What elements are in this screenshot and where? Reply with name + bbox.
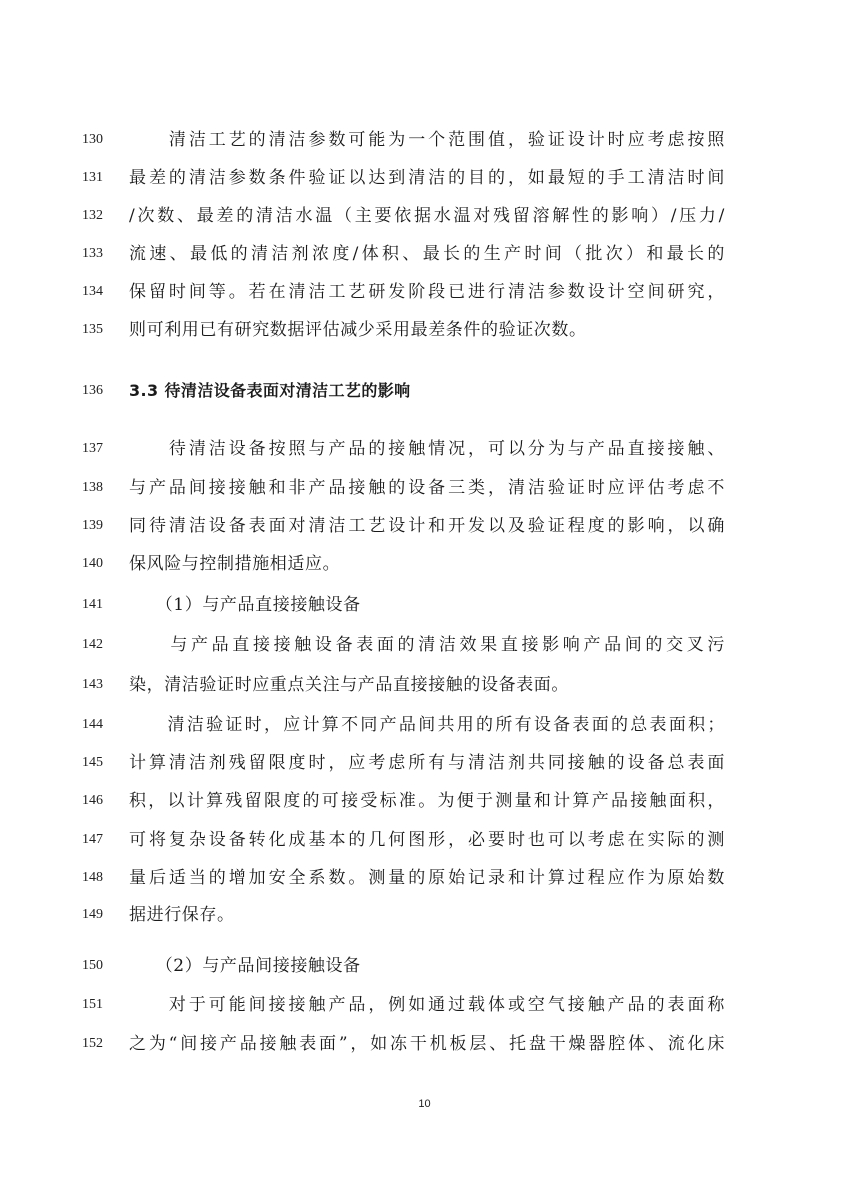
- text-line: 保风险与控制措施相适应。: [129, 554, 341, 574]
- text-line: 清洁验证时，应计算不同产品间共用的所有设备表面的总表面积；: [129, 715, 725, 735]
- text-line: 清洁工艺的清洁参数可能为一个范围值，验证设计时应考虑按照: [129, 130, 725, 150]
- line-number: 150: [82, 958, 103, 973]
- text-line: 与产品直接接触设备表面的清洁效果直接影响产品间的交叉污: [129, 635, 725, 655]
- text-line: 染，清洁验证时应重点关注与产品直接接触的设备表面。: [129, 675, 569, 695]
- line-number: 138: [82, 480, 103, 495]
- text-line: 流速、最低的清洁剂浓度/体积、最长的生产时间（批次）和最长的: [129, 244, 725, 264]
- line-number: 146: [82, 793, 103, 808]
- line-number: 148: [82, 870, 103, 885]
- line-number: 152: [82, 1036, 103, 1051]
- line-number: 140: [82, 556, 103, 571]
- line-number: 135: [82, 322, 103, 337]
- line-number: 132: [82, 208, 103, 223]
- line-number: 143: [82, 677, 103, 692]
- text-line: 计算清洁剂残留限度时，应考虑所有与清洁剂共同接触的设备总表面: [129, 753, 725, 773]
- line-number: 149: [82, 907, 103, 922]
- text-line: 同待清洁设备表面对清洁工艺设计和开发以及验证程度的影响，以确: [129, 516, 725, 536]
- line-number: 147: [82, 832, 103, 847]
- text-line: 则可利用已有研究数据评估减少采用最差条件的验证次数。: [129, 320, 587, 340]
- text-line: 积，以计算残留限度的可接受标准。为便于测量和计算产品接触面积，: [129, 791, 725, 811]
- page-number: 10: [418, 1098, 431, 1110]
- line-number: 141: [82, 597, 103, 612]
- line-number: 145: [82, 755, 103, 770]
- line-number: 144: [82, 717, 103, 732]
- text-line: （2）与产品间接接触设备: [129, 956, 361, 976]
- text-line: 保留时间等。若在清洁工艺研发阶段已进行清洁参数设计空间研究，: [129, 282, 725, 302]
- line-number: 151: [82, 997, 103, 1012]
- text-line: 与产品间接接触和非产品接触的设备三类，清洁验证时应评估考虑不: [129, 478, 725, 498]
- text-line: 量后适当的增加安全系数。测量的原始记录和计算过程应作为原始数: [129, 868, 725, 888]
- section-heading: 3.3 待清洁设备表面对清洁工艺的影响: [129, 381, 411, 400]
- text-line: /次数、最差的清洁水温（主要依据水温对残留溶解性的影响）/压力/: [129, 206, 725, 226]
- text-line: 最差的清洁参数条件验证以达到清洁的目的，如最短的手工清洁时间: [129, 168, 725, 188]
- line-number: 133: [82, 246, 103, 261]
- text-line: 对于可能间接接触产品，例如通过载体或空气接触产品的表面称: [129, 995, 725, 1015]
- line-number: 131: [82, 170, 103, 185]
- line-number: 130: [82, 132, 103, 147]
- line-number: 142: [82, 637, 103, 652]
- line-number: 139: [82, 518, 103, 533]
- text-line: 据进行保存。: [129, 905, 235, 925]
- line-number: 137: [82, 441, 103, 456]
- line-number: 136: [82, 383, 103, 398]
- text-line: 待清洁设备按照与产品的接触情况，可以分为与产品直接接触、: [129, 439, 725, 459]
- text-line: 可将复杂设备转化成基本的几何图形，必要时也可以考虑在实际的测: [129, 830, 725, 850]
- text-line: （1）与产品直接接触设备: [129, 595, 361, 615]
- text-line: 之为“间接产品接触表面”，如冻干机板层、托盘干燥器腔体、流化床: [129, 1034, 725, 1054]
- line-number: 134: [82, 284, 103, 299]
